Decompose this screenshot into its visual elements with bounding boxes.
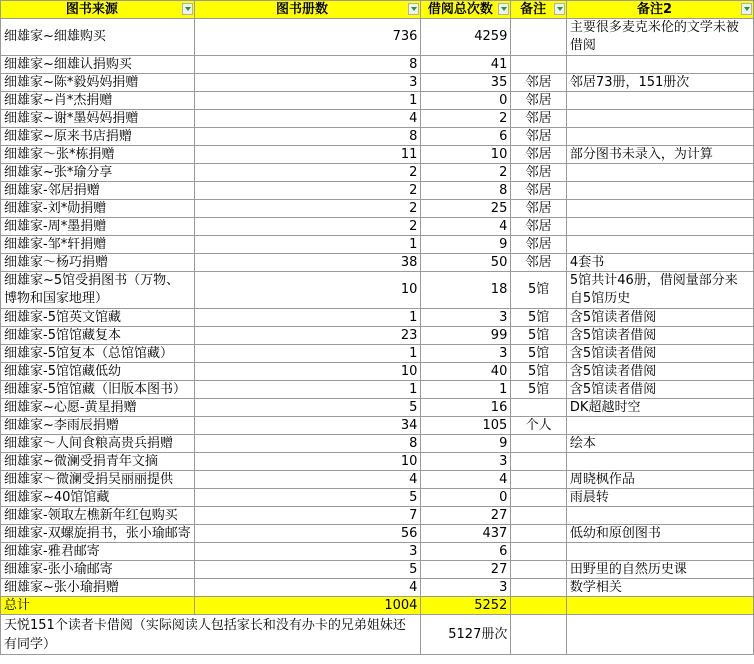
note-cell[interactable]: 邻居 [511,236,567,254]
column-header[interactable]: 备注 [511,1,567,19]
source-cell[interactable]: 细雄家-邹*轩捐赠 [1,236,195,254]
note2-cell[interactable]: 邻居73册，151册次 [566,74,753,92]
book-count-cell[interactable]: 4 [194,579,421,597]
book-count-cell[interactable]: 8 [194,56,421,74]
source-cell[interactable]: 细雄家~40馆馆藏 [1,489,195,507]
source-cell[interactable]: 细雄家～杨巧捐赠 [1,254,195,272]
table-row [1,200,754,218]
book-count-cell[interactable]: 7 [194,507,421,525]
note2-cell[interactable] [566,236,753,254]
summary-note2-cell[interactable] [566,615,753,655]
table-row [1,56,754,74]
note2-cell[interactable]: 5馆共计46册，借阅量部分来自5馆历史 [566,272,753,309]
loan-count-cell[interactable]: 4 [421,471,511,489]
column-header[interactable]: 备注2 [566,1,753,19]
note-cell[interactable] [511,19,567,56]
table-row [1,128,754,146]
column-header[interactable]: 图书来源 [1,1,195,19]
book-count-cell[interactable]: 2 [194,182,421,200]
note2-cell[interactable] [566,453,753,471]
note2-cell[interactable]: 4套书 [566,254,753,272]
note2-cell[interactable] [566,218,753,236]
book-count-cell[interactable]: 5 [194,489,421,507]
summary-row [1,615,754,655]
loan-count-cell[interactable]: 8 [421,182,511,200]
book-count-cell[interactable]: 3 [194,543,421,561]
note2-cell[interactable]: 含5馆读者借阅 [566,309,753,327]
note-cell[interactable]: 5馆 [511,381,567,399]
total-label-cell[interactable]: 总计 [1,597,195,615]
note2-cell[interactable]: 低幼和原创图书 [566,525,753,543]
table-row [1,345,754,363]
book-count-cell[interactable]: 11 [194,146,421,164]
source-cell[interactable]: 细雄家~细雄购买 [1,19,195,56]
source-cell[interactable]: 细雄家-5馆英文馆藏 [1,309,195,327]
source-cell[interactable]: 细雄家-刘*勋捐赠 [1,200,195,218]
note-cell[interactable]: 5馆 [511,327,567,345]
table-row [1,164,754,182]
summary-text-cell[interactable]: 天悦151个读者卡借阅（实际阅读人包括家长和没有办卡的兄弟姐妹还有同学） [1,615,421,655]
loan-count-cell[interactable]: 1 [421,381,511,399]
note-cell[interactable]: 邻居 [511,74,567,92]
filter-dropdown-icon[interactable] [182,3,193,15]
book-count-cell[interactable]: 1 [194,309,421,327]
loan-count-cell[interactable]: 27 [421,507,511,525]
filter-dropdown-icon[interactable] [408,3,419,15]
book-count-cell[interactable]: 3 [194,74,421,92]
loan-count-cell[interactable]: 4259 [421,19,511,56]
note2-cell[interactable]: 数学相关 [566,579,753,597]
note2-cell[interactable] [566,507,753,525]
book-count-cell[interactable]: 4 [194,471,421,489]
source-cell[interactable]: 细雄家～张*栋捐赠 [1,146,195,164]
total-row [1,597,754,615]
summary-value-cell[interactable]: 5127册次 [421,615,511,655]
note2-cell[interactable] [566,543,753,561]
book-count-cell[interactable]: 38 [194,254,421,272]
table-row [1,507,754,525]
filter-dropdown-icon[interactable] [554,3,565,15]
book-count-cell[interactable]: 56 [194,525,421,543]
note-cell[interactable]: 5馆 [511,309,567,327]
note-cell[interactable]: 邻居 [511,200,567,218]
note2-cell[interactable] [566,417,753,435]
source-cell[interactable]: 细雄家～人间食粮高贵兵捐赠 [1,435,195,453]
note2-cell[interactable] [566,182,753,200]
book-count-cell[interactable]: 4 [194,110,421,128]
note2-cell[interactable] [566,128,753,146]
source-cell[interactable]: 细雄家-双螺旋捐书，张小瑜邮寄 [1,525,195,543]
source-cell[interactable]: 细雄家~张小瑜捐赠 [1,579,195,597]
table-row [1,254,754,272]
note2-cell[interactable]: DK超越时空 [566,399,753,417]
book-count-cell[interactable]: 10 [194,363,421,381]
note2-cell[interactable]: 主要很多麦克米伦的文学未被借阅 [566,19,753,56]
note-cell[interactable]: 邻居 [511,146,567,164]
loan-count-cell[interactable]: 3 [421,345,511,363]
table-row [1,110,754,128]
table-row [1,309,754,327]
table-row [1,272,754,309]
source-cell[interactable]: 细雄家~原来书店捐赠 [1,128,195,146]
note2-cell[interactable] [566,110,753,128]
source-cell[interactable]: 细雄家~谢*墨妈妈捐赠 [1,110,195,128]
note2-cell[interactable]: 含5馆读者借阅 [566,363,753,381]
source-cell[interactable]: 细雄家~陈*毅妈妈捐赠 [1,74,195,92]
note-cell[interactable] [511,489,567,507]
note2-cell[interactable]: 绘本 [566,435,753,453]
table-row [1,543,754,561]
total-loans-cell[interactable]: 5252 [421,597,511,615]
table-row [1,525,754,543]
note-cell[interactable] [511,399,567,417]
loan-count-cell[interactable]: 0 [421,92,511,110]
table-row [1,399,754,417]
source-cell[interactable]: 细雄家-5馆馆藏低幼 [1,363,195,381]
book-count-cell[interactable]: 8 [194,435,421,453]
loan-count-cell[interactable]: 27 [421,561,511,579]
table-row [1,182,754,200]
book-count-cell[interactable]: 2 [194,164,421,182]
source-cell[interactable]: 细雄家~心愿-黄星捐赠 [1,399,195,417]
note2-cell[interactable]: 含5馆读者借阅 [566,381,753,399]
book-count-cell[interactable]: 736 [194,19,421,56]
loan-count-cell[interactable]: 40 [421,363,511,381]
total-books-cell[interactable]: 1004 [194,597,421,615]
source-cell[interactable]: 细雄家-领取左樵新年红包购买 [1,507,195,525]
note-cell[interactable]: 邻居 [511,92,567,110]
note-cell[interactable]: 邻居 [511,182,567,200]
table-row [1,236,754,254]
note-cell[interactable]: 邻居 [511,164,567,182]
loan-count-cell[interactable]: 0 [421,489,511,507]
loan-count-cell[interactable]: 437 [421,525,511,543]
loan-count-cell[interactable]: 25 [421,200,511,218]
note-cell[interactable]: 个人 [511,417,567,435]
note2-cell[interactable] [566,200,753,218]
book-count-cell[interactable]: 1 [194,236,421,254]
source-cell[interactable]: 细雄家-5馆馆藏复本 [1,327,195,345]
total-note2-cell[interactable] [566,597,753,615]
book-count-cell[interactable]: 8 [194,128,421,146]
total-note-cell[interactable] [511,597,567,615]
table-row [1,74,754,92]
loan-count-cell[interactable]: 3 [421,309,511,327]
table-row [1,218,754,236]
loan-count-cell[interactable]: 4 [421,218,511,236]
table-row [1,489,754,507]
table-row [1,471,754,489]
loan-count-cell[interactable]: 2 [421,164,511,182]
book-count-cell[interactable]: 1 [194,381,421,399]
loan-count-cell[interactable]: 3 [421,579,511,597]
book-count-cell[interactable]: 5 [194,399,421,417]
column-header[interactable]: 图书册数 [194,1,421,19]
book-count-cell[interactable]: 34 [194,417,421,435]
note-cell[interactable] [511,579,567,597]
book-count-cell[interactable]: 10 [194,453,421,471]
note2-cell[interactable]: 周晓枫作品 [566,471,753,489]
book-count-cell[interactable]: 1 [194,92,421,110]
book-count-cell[interactable]: 10 [194,272,421,309]
source-cell[interactable]: 细雄家~微澜受捐青年文摘 [1,453,195,471]
note-cell[interactable] [511,507,567,525]
loan-count-cell[interactable]: 18 [421,272,511,309]
note-cell[interactable] [511,453,567,471]
note-cell[interactable] [511,56,567,74]
source-cell[interactable]: 细雄家-张小瑜邮寄 [1,561,195,579]
note2-cell[interactable] [566,92,753,110]
note-cell[interactable] [511,561,567,579]
loan-count-cell[interactable]: 10 [421,146,511,164]
source-cell[interactable]: 细雄家~李雨辰捐赠 [1,417,195,435]
source-cell[interactable]: 细雄家~肖*杰捐赠 [1,92,195,110]
table-row [1,579,754,597]
note2-cell[interactable]: 部分图书未录入，为计算 [566,146,753,164]
filter-dropdown-icon[interactable] [498,3,509,15]
loan-count-cell[interactable]: 3 [421,453,511,471]
source-cell[interactable]: 细雄家～微澜受捐吴丽丽提供 [1,471,195,489]
source-cell[interactable]: 细雄家-5馆馆藏（旧版本图书） [1,381,195,399]
source-cell[interactable]: 细雄家-5馆复本（总馆馆藏） [1,345,195,363]
note-cell[interactable]: 邻居 [511,218,567,236]
note2-cell[interactable]: 含5馆读者借阅 [566,327,753,345]
note-cell[interactable]: 5馆 [511,345,567,363]
note-cell[interactable] [511,543,567,561]
note-cell[interactable]: 5馆 [511,272,567,309]
note-cell[interactable]: 邻居 [511,110,567,128]
source-cell[interactable]: 细雄家-邻居捐赠 [1,182,195,200]
book-count-cell[interactable]: 1 [194,345,421,363]
column-header[interactable]: 借阅总次数 [421,1,511,19]
note2-cell[interactable]: 雨晨转 [566,489,753,507]
loan-count-cell[interactable]: 6 [421,128,511,146]
table-row [1,19,754,56]
source-cell[interactable]: 细雄家~细雄认捐购买 [1,56,195,74]
loan-count-cell[interactable]: 16 [421,399,511,417]
note-cell[interactable]: 5馆 [511,363,567,381]
source-cell[interactable]: 细雄家~张*瑜分享 [1,164,195,182]
filter-dropdown-icon[interactable] [741,3,752,15]
source-cell[interactable]: 细雄家-周*墨捐赠 [1,218,195,236]
table-row [1,561,754,579]
table-row [1,453,754,471]
note2-cell[interactable]: 田野里的自然历史课 [566,561,753,579]
table-row [1,417,754,435]
source-cell[interactable]: 细雄家-雅君邮寄 [1,543,195,561]
note-cell[interactable]: 邻居 [511,128,567,146]
table-row [1,363,754,381]
loan-count-cell[interactable]: 9 [421,435,511,453]
book-count-cell[interactable]: 23 [194,327,421,345]
loan-count-cell[interactable]: 99 [421,327,511,345]
loan-count-cell[interactable]: 6 [421,543,511,561]
table-row [1,327,754,345]
note-cell[interactable] [511,525,567,543]
source-cell[interactable]: 细雄家~5馆受捐图书（万物、博物和国家地理） [1,272,195,309]
table-row [1,381,754,399]
loan-count-cell[interactable]: 35 [421,74,511,92]
table-row [1,92,754,110]
table-row [1,146,754,164]
summary-note-cell[interactable] [511,615,567,655]
book-count-cell[interactable]: 2 [194,200,421,218]
loan-count-cell[interactable]: 9 [421,236,511,254]
loan-count-cell[interactable]: 2 [421,110,511,128]
loan-count-cell[interactable]: 105 [421,417,511,435]
loan-count-cell[interactable]: 41 [421,56,511,74]
note-cell[interactable] [511,471,567,489]
note2-cell[interactable] [566,164,753,182]
book-count-cell[interactable]: 2 [194,218,421,236]
note2-cell[interactable] [566,56,753,74]
header-row [1,1,754,19]
book-count-cell[interactable]: 5 [194,561,421,579]
note-cell[interactable]: 邻居 [511,254,567,272]
loan-count-cell[interactable]: 50 [421,254,511,272]
note-cell[interactable] [511,435,567,453]
table-row [1,435,754,453]
note2-cell[interactable]: 含5馆读者借阅 [566,345,753,363]
